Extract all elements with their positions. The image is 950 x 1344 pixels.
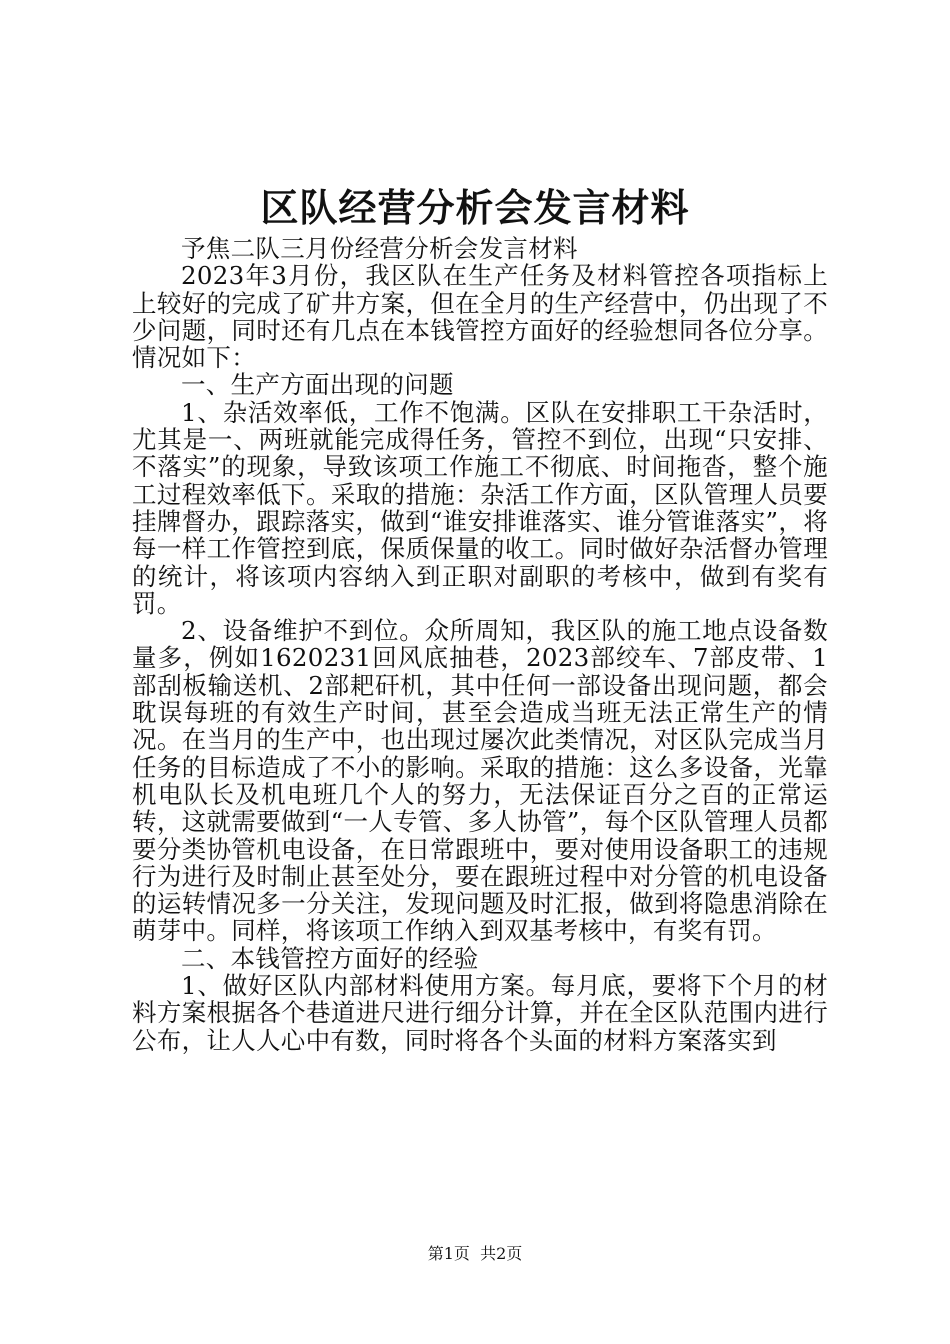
document-title: 区队经营分析会发言材料 — [260, 185, 690, 230]
paragraph-material-plan: 1、做好区队内部材料使用方案。每月底，要将下个月的材料方案根据各个巷道进尺进行细分计算，并在全区队范围内进行公布，让人人心中有数，同时将各个头面的材料方案落实到 — [132, 971, 828, 1055]
page-footer: 第1页 共2页 — [427, 1244, 523, 1263]
section-heading-production-issues: 一、生产方面出现的问题 — [181, 370, 454, 400]
intro-paragraph: 2023年3月份，我区队在生产任务及材料管控各项指标上上较好的完成了矿井方案，但在全月的生产经营中，仍出现了不少问题，同时还有几点在本钱管控方面好的经验想同各位分享。情况如下： — [132, 261, 828, 373]
subtitle-paragraph: 予焦二队三月份经营分析会发言材料 — [181, 234, 578, 263]
paragraph-odd-jobs-efficiency: 1、杂活效率低，工作不饱满。区队在安排职工干杂活时，尤其是一、两班就能完成得任务，管控不到位，出现“只安排、不落实”的现象，导致该项工作施工不彻底、时间拖沓，整个施工过程效率低下。采取的措施：杂活工作方面，区队管理人员要挂牌督办，跟踪落实，做到“谁安排谁落实、谁分管谁落实”，将每一样工作管控到底，保质保量的收工。同时做好杂活督办管理的统计，将该项内容纳入到正职对副职的考核中，做到有奖有罚。 — [132, 397, 828, 618]
paragraph-equipment-maintenance: 2、设备维护不到位。众所周知，我区队的施工地点设备数量多，例如1620231回风底抽巷，2023部绞车、7部皮带、1部刮板输送机、2部耙矸机，其中任何一部设备出现问题，都会耽误每班的有效生产时间，甚至会造成当班无法正常生产的情况。在当月的生产中，也出现过屡次此类情况，对区队完成当月任务的目标造成了不小的影响。采取的措施：这么多设备，光靠机电队长及机电班几个人的努力，无法保证百分之百的正常运转，这就需要做到“一人专管、多人协管”，每个区队管理人员都要分类协管机电设备，在日常跟班中，要对使用设备职工的违规行为进行及时制止甚至处分，要在跟班过程中对分管的机电设备的运转情况多一分关注，发现问题及时汇报，做到将隐患消除在萌芽中。同样，将该项工作纳入到双基考核中，有奖有罚。 — [132, 616, 828, 946]
document-body — [132, 235, 828, 1054]
section-heading-cost-control: 二、本钱管控方面好的经验 — [181, 943, 479, 973]
